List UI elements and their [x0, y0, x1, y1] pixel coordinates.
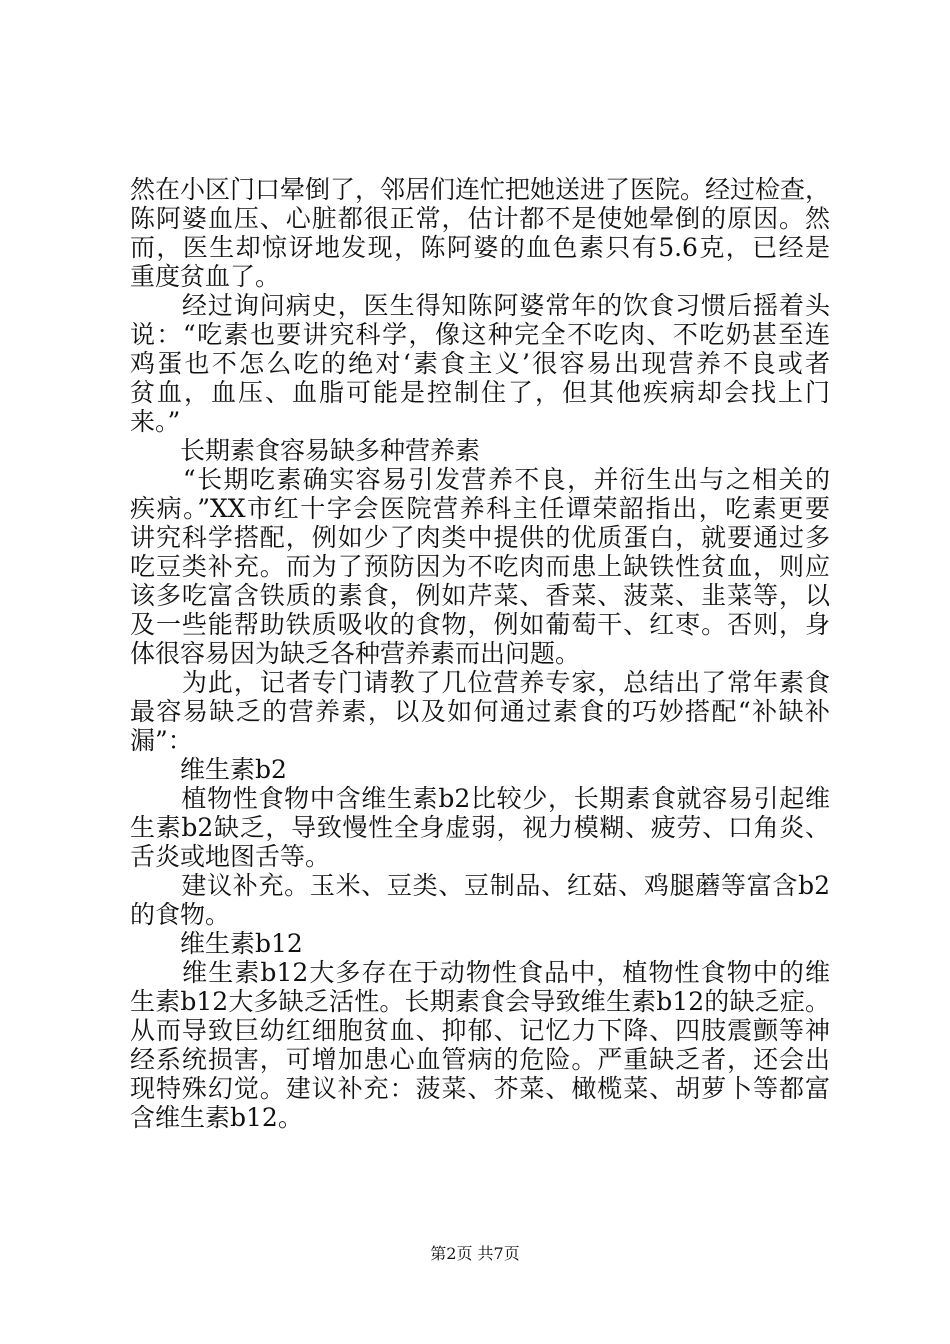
text-line: 最容易缺乏的营养素，以及如何通过素食的巧妙搭配“补缺补: [130, 697, 830, 726]
text-line: 经系统损害，可增加患心血管病的危险。严重缺乏者，还会出: [130, 1045, 830, 1074]
text-line: 吃豆类补充。而为了预防因为不吃肉而患上缺铁性贫血，则应: [130, 552, 830, 581]
text-line: 及一些能帮助铁质吸收的食物，例如葡萄干、红枣。否则，身: [130, 610, 830, 639]
article-body: [130, 175, 830, 1132]
text-line: 来。”: [130, 407, 181, 436]
text-line: 该多吃富含铁质的素食，例如芹菜、香菜、菠菜、韭菜等，以: [130, 581, 830, 610]
text-line: 舌炎或地图舌等。: [130, 842, 331, 871]
text-line: 贫血，血压、血脂可能是控制住了，但其他疾病却会找上门: [130, 378, 830, 407]
text-line: 然在小区门口晕倒了，邻居们连忙把她送进了医院。经过检查，: [130, 175, 831, 204]
text-line: 说：“吃素也要讲究科学，像这种完全不吃肉、不吃奶甚至连: [130, 320, 830, 349]
section-heading: 长期素食容易缺多种营养素: [130, 436, 481, 465]
text-line: 陈阿婆血压、心脏都很正常，估计都不是使她晕倒的原因。然: [130, 204, 830, 233]
text-line: 建议补充。玉米、豆类、豆制品、红菇、鸡腿蘑等富含b2: [130, 871, 830, 900]
text-line: 而，医生却惊讶地发现，陈阿婆的血色素只有5.6克，已经是: [130, 233, 830, 262]
text-line: 植物性食物中含维生素b2比较少，长期素食就容易引起维: [130, 784, 830, 813]
text-line: 鸡蛋也不怎么吃的绝对‘素食主义’很容易出现营养不良或者: [130, 349, 830, 378]
text-line: 为此，记者专门请教了几位营养专家，总结出了常年素食: [130, 668, 830, 697]
text-line: 维生素b12大多存在于动物性食品中，植物性食物中的维: [130, 958, 830, 987]
text-line: 漏”：: [130, 726, 193, 755]
page-number-footer: 第2页 共7页: [430, 1244, 520, 1263]
text-line: 讲究科学搭配，例如少了肉类中提供的优质蛋白，就要通过多: [130, 523, 830, 552]
text-line: “长期吃素确实容易引发营养不良，并衍生出与之相关的: [130, 465, 830, 494]
section-heading: 维生素b12: [130, 929, 303, 958]
text-line: 经过询问病史，医生得知陈阿婆常年的饮食习惯后摇着头: [130, 291, 830, 320]
text-line: 疾病。”XX市红十字会医院营养科主任谭荣韶指出，吃素更要: [130, 494, 830, 523]
text-line: 的食物。: [130, 900, 231, 929]
text-line: 从而导致巨幼红细胞贫血、抑郁、记忆力下降、四肢震颤等神: [130, 1016, 830, 1045]
text-line: 含维生素b12。: [130, 1103, 303, 1132]
text-line: 现特殊幻觉。建议补充：菠菜、芥菜、橄榄菜、胡萝卜等都富: [130, 1074, 830, 1103]
text-line: 生素b12大多缺乏活性。长期素食会导致维生素b12的缺乏症。: [130, 987, 830, 1016]
text-line: 重度贫血了。: [130, 262, 281, 291]
section-heading: 维生素b2: [130, 755, 287, 784]
text-line: 生素b2缺乏，导致慢性全身虚弱，视力模糊、疲劳、口角炎、: [130, 813, 830, 842]
text-line: 体很容易因为缺乏各种营养素而出问题。: [130, 639, 581, 668]
